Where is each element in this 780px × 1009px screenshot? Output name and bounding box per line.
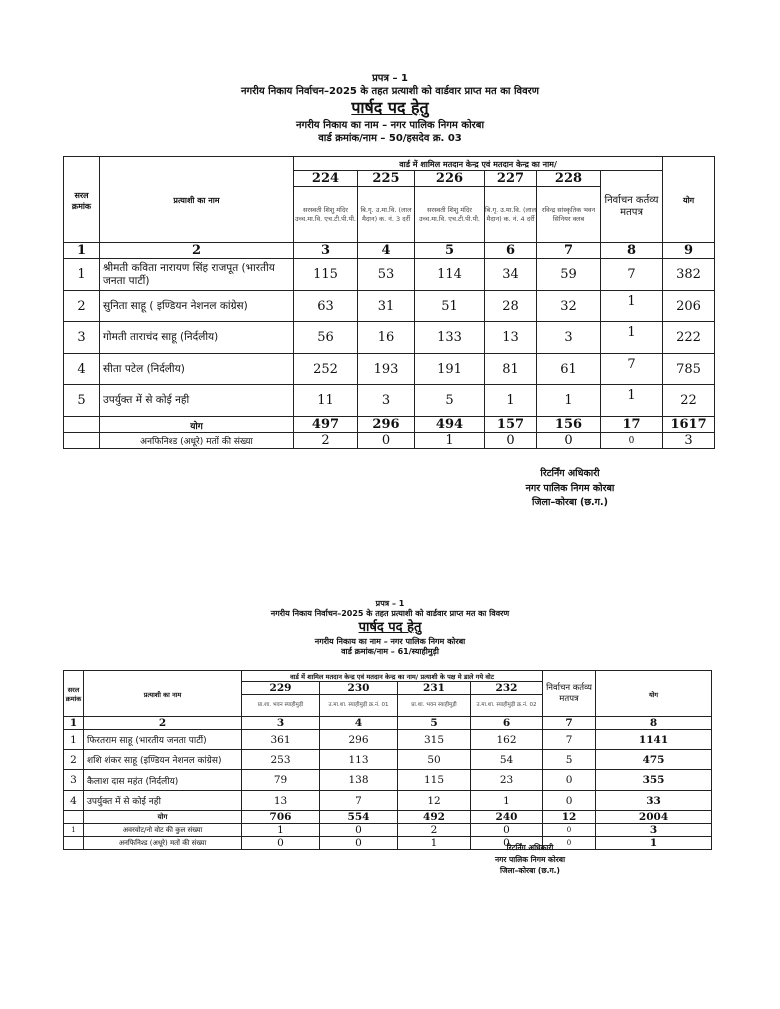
col-postal-header: निर्वाचन कर्तव्य मतपत्र — [543, 671, 596, 717]
total-cell: 22 — [663, 385, 715, 417]
report2-header — [0, 599, 780, 657]
report1-header — [0, 72, 780, 145]
vote-cell: 50 — [398, 750, 471, 770]
col-total-header: योग — [596, 671, 712, 717]
total-vote-cell: 296 — [358, 417, 415, 433]
booth-number: 228 — [537, 171, 601, 187]
col-postal-header: निर्वाचन कर्तव्य मतपत्र — [601, 171, 663, 243]
vote-cell: 32 — [537, 291, 601, 322]
invalid-vote-cell: 0 — [320, 837, 398, 850]
vote-cell: 253 — [242, 750, 320, 770]
signature-org: नगर पालिक निगम कोरबा — [494, 854, 566, 864]
postal-cell: 7 — [601, 354, 663, 385]
vote-cell: 5 — [415, 385, 485, 417]
col-booths-header: वार्ड में शामिल मतदान केन्द्र एवं मतदान केन्द्र का नाम/ — [294, 157, 663, 171]
total-vote-cell: 156 — [537, 417, 601, 433]
vote-cell: 11 — [294, 385, 358, 417]
report2-results-table — [63, 670, 712, 850]
total-cell: 785 — [663, 354, 715, 385]
invalid-vote-cell: 1 — [415, 433, 485, 449]
report1-body-name: नगरीय निकाय का नाम – नगर पालिक निगम कोरबा — [295, 119, 485, 131]
serial-cell: 1 — [64, 824, 84, 837]
col-number: 3 — [242, 717, 320, 730]
report1-subtitle: पार्षद पद हेतु — [351, 98, 429, 117]
col-booths-header: वार्ड में शामिल मतदान केन्द्र एवं मतदान केन्द्र का नाम/ प्रत्याशी के पक्ष मे डाले गये वोट — [242, 671, 543, 682]
booth-name: उ.मा.शा. स्याहीमुड़ी क्र.नं. 02 — [471, 695, 543, 717]
vote-cell: 113 — [320, 750, 398, 770]
grand-total-cell: 2004 — [596, 811, 712, 824]
vote-cell: 12 — [398, 791, 471, 811]
table-row — [64, 770, 712, 791]
booth-number: 226 — [415, 171, 485, 187]
invalid-total-cell: 3 — [663, 433, 715, 449]
extra-vote-cell: 1 — [242, 824, 320, 837]
col-number: 6 — [485, 243, 537, 259]
table-row — [64, 259, 715, 291]
postal-cell: 7 — [543, 730, 596, 750]
col-number: 2 — [84, 717, 242, 730]
booth-name: बि.गृ. उ.मा.वि. (लाल मैदान) क. नं. 3 दर्री — [358, 187, 415, 243]
report2-form-no: प्रपत्र – 1 — [375, 599, 405, 608]
vote-cell: 162 — [471, 730, 543, 750]
booth-name: प्रा.शा. भवन स्याहीमुड़ी — [398, 695, 471, 717]
vote-cell: 54 — [471, 750, 543, 770]
total-cell: 206 — [663, 291, 715, 322]
vote-cell: 81 — [485, 354, 537, 385]
candidate-name: श्रीमती कविता नारायण सिंह राजपूत (भारतीय जनता पार्टी) — [100, 259, 294, 291]
col-number: 2 — [100, 243, 294, 259]
postal-cell: 0 — [543, 770, 596, 791]
report2-signature — [430, 842, 630, 877]
postal-cell: 0 — [543, 791, 596, 811]
booth-name: रविन्द्र सांस्कृतिक भवन सिनियर क्लब — [537, 187, 601, 243]
total-vote-cell: 554 — [320, 811, 398, 824]
report2-subtitle: पार्षद पद हेतु — [358, 619, 422, 635]
invalid-postal-cell: 0 — [543, 837, 596, 850]
signature-title: रिटर्निंग अधिकारी — [540, 468, 600, 479]
serial-cell: 4 — [64, 354, 100, 385]
candidate-name: गोमती ताराचंद साहू (निर्दलीय) — [100, 322, 294, 354]
vote-cell: 252 — [294, 354, 358, 385]
candidate-name: उपर्युक्त में से कोई नही — [100, 385, 294, 417]
col-total-header: योग — [663, 157, 715, 243]
vote-cell: 13 — [485, 322, 537, 354]
vote-cell: 28 — [485, 291, 537, 322]
invalid-vote-cell: 1 — [398, 837, 471, 850]
vote-cell: 115 — [294, 259, 358, 291]
booth-number: 230 — [320, 682, 398, 695]
total-cell: 222 — [663, 322, 715, 354]
booth-number: 229 — [242, 682, 320, 695]
report2-title: नगरीय निकाय निर्वाचन–2025 के तहत प्रत्याशी को वार्डवार प्राप्त मत का विवरण — [270, 609, 510, 619]
serial-cell: 4 — [64, 791, 84, 811]
col-serial-header: सरल क्रमांक — [64, 671, 84, 717]
total-cell: 355 — [596, 770, 712, 791]
total-row-label: योग — [84, 811, 242, 824]
table-row — [64, 385, 715, 417]
candidate-name: शशि शंकर साहू (इण्डियन नेशनल कांग्रेस) — [84, 750, 242, 770]
extra-vote-cell: 0 — [320, 824, 398, 837]
serial-cell: 3 — [64, 322, 100, 354]
postal-cell: 7 — [601, 259, 663, 291]
col-serial-header: सरल क्रमांक — [64, 157, 100, 243]
serial-cell: 3 — [64, 770, 84, 791]
candidate-name: कैलाश दास महंत (निर्दलीय) — [84, 770, 242, 791]
table-row — [64, 750, 712, 770]
table-row — [64, 791, 712, 811]
signature-district: जिला–कोरबा (छ.ग.) — [532, 497, 608, 509]
vote-cell: 61 — [537, 354, 601, 385]
serial-cell: 1 — [64, 730, 84, 750]
serial-cell: 1 — [64, 259, 100, 291]
col-number: 4 — [320, 717, 398, 730]
col-number: 1 — [64, 243, 100, 259]
vote-cell: 3 — [358, 385, 415, 417]
report2-body-name: नगरीय निकाय का नाम – नगर पालिक निगम कोरबा — [314, 636, 466, 646]
col-number: 1 — [64, 717, 84, 730]
invalid-vote-cell: 0 — [485, 433, 537, 449]
vote-cell: 191 — [415, 354, 485, 385]
serial-cell: 2 — [64, 291, 100, 322]
invalid-row-label: अनफिनिश्ड (अधूरे) मतों की संख्या — [100, 433, 294, 449]
total-row — [64, 811, 712, 824]
invalid-vote-cell: 0 — [537, 433, 601, 449]
table-row — [64, 322, 715, 354]
vote-cell: 1 — [471, 791, 543, 811]
col-number: 7 — [543, 717, 596, 730]
total-cell: 382 — [663, 259, 715, 291]
total-vote-cell: 240 — [471, 811, 543, 824]
report1-signature — [470, 467, 670, 511]
report1-form-no: प्रपत्र – 1 — [372, 73, 408, 84]
postal-cell: 5 — [543, 750, 596, 770]
candidate-name: उपर्युक्त में से कोई नही — [84, 791, 242, 811]
vote-cell: 361 — [242, 730, 320, 750]
extra-postal-cell: 0 — [543, 824, 596, 837]
invalid-row-label: अनफिनिश्ड (अधूरे) मतों की संख्या — [84, 837, 242, 850]
vote-cell: 53 — [358, 259, 415, 291]
booth-number: 224 — [294, 171, 358, 187]
grand-total-cell: 1617 — [663, 417, 715, 433]
signature-org: नगर पालिक निगम कोरबा — [525, 482, 615, 494]
report1-ward: वार्ड क्रमांक/नाम – 50/हसदेव क्र. 03 — [318, 132, 462, 144]
postal-cell: 1 — [601, 291, 663, 322]
signature-title: रिटर्निंग अधिकारी — [506, 843, 554, 852]
report1-title: नगरीय निकाय निर्वाचन–2025 के तहत प्रत्याशी को वार्डवार प्राप्त मत का विवरण — [241, 86, 539, 97]
postal-cell: 1 — [601, 322, 663, 354]
invalid-total-cell: 1 — [596, 837, 712, 850]
col-number: 6 — [471, 717, 543, 730]
vote-cell: 34 — [485, 259, 537, 291]
booth-name: प्रा.शा. भवन स्याहीमुड़ी — [242, 695, 320, 717]
col-number: 8 — [596, 717, 712, 730]
invalid-vote-cell: 0 — [242, 837, 320, 850]
vote-cell: 1 — [537, 385, 601, 417]
vote-cell: 315 — [398, 730, 471, 750]
vote-cell: 13 — [242, 791, 320, 811]
total-vote-cell: 706 — [242, 811, 320, 824]
booth-number: 232 — [471, 682, 543, 695]
table-row — [64, 354, 715, 385]
invalid-row — [64, 433, 715, 449]
vote-cell: 79 — [242, 770, 320, 791]
booth-name: बि.गृ. उ.मा.वि. (लाल मैदान) क. नं. 4 दर्री — [485, 187, 537, 243]
vote-cell: 133 — [415, 322, 485, 354]
total-cell: 475 — [596, 750, 712, 770]
col-number: 9 — [663, 243, 715, 259]
vote-cell: 1 — [485, 385, 537, 417]
vote-cell: 56 — [294, 322, 358, 354]
vote-cell: 296 — [320, 730, 398, 750]
booth-number: 231 — [398, 682, 471, 695]
vote-cell: 16 — [358, 322, 415, 354]
total-vote-cell: 497 — [294, 417, 358, 433]
vote-cell: 59 — [537, 259, 601, 291]
extra-row-label: अवरवोट/नो वोट की कुल संख्या — [84, 824, 242, 837]
booth-name: सरस्वती शिशु मंदिर उच्च.मा.वि. एच.टी.पी.पी. — [294, 187, 358, 243]
invalid-vote-cell: 0 — [471, 837, 543, 850]
vote-cell: 115 — [398, 770, 471, 791]
table-row — [64, 291, 715, 322]
total-row — [64, 417, 715, 433]
col-number: 5 — [398, 717, 471, 730]
extra-vote-cell: 0 — [471, 824, 543, 837]
candidate-name: सीता पटेल (निर्दलीय) — [100, 354, 294, 385]
vote-cell: 31 — [358, 291, 415, 322]
report2-ward: वार्ड क्रमांक/नाम – 61/स्याहीमुड़ी — [341, 647, 439, 657]
col-candidate-header: प्रत्याशी का नाम — [100, 157, 294, 243]
vote-cell: 7 — [320, 791, 398, 811]
total-row-label: योग — [100, 417, 294, 433]
vote-cell: 138 — [320, 770, 398, 791]
total-vote-cell: 492 — [398, 811, 471, 824]
col-number: 8 — [601, 243, 663, 259]
vote-cell: 63 — [294, 291, 358, 322]
extra-row — [64, 824, 712, 837]
postal-cell: 1 — [601, 385, 663, 417]
vote-cell: 51 — [415, 291, 485, 322]
vote-cell: 114 — [415, 259, 485, 291]
vote-cell: 193 — [358, 354, 415, 385]
booth-number: 225 — [358, 171, 415, 187]
extra-vote-cell: 2 — [398, 824, 471, 837]
extra-total-cell: 3 — [596, 824, 712, 837]
col-number: 5 — [415, 243, 485, 259]
invalid-vote-cell: 0 — [358, 433, 415, 449]
candidate-name: सुनिता साहू ( इण्डियन नेशनल कांग्रेस) — [100, 291, 294, 322]
serial-cell: 5 — [64, 385, 100, 417]
vote-cell: 23 — [471, 770, 543, 791]
col-number: 7 — [537, 243, 601, 259]
report1-results-table — [63, 156, 715, 449]
booth-name: उ.मा.शा. स्याहीमुड़ी क्र.नं. 01 — [320, 695, 398, 717]
total-vote-cell: 494 — [415, 417, 485, 433]
total-cell: 1141 — [596, 730, 712, 750]
total-postal-cell: 17 — [601, 417, 663, 433]
serial-cell: 2 — [64, 750, 84, 770]
vote-cell: 3 — [537, 322, 601, 354]
col-number: 4 — [358, 243, 415, 259]
signature-district: जिला–कोरबा (छ.ग.) — [500, 866, 560, 876]
booth-name: सरस्वती शिशु मंदिर उच्च.मा.वि. एच.टी.पी.पी. — [415, 187, 485, 243]
col-candidate-header: प्रत्याशी का नाम — [84, 671, 242, 717]
total-vote-cell: 157 — [485, 417, 537, 433]
invalid-postal-cell: 0 — [601, 433, 663, 449]
total-cell: 33 — [596, 791, 712, 811]
booth-number: 227 — [485, 171, 537, 187]
table-row — [64, 730, 712, 750]
col-number: 3 — [294, 243, 358, 259]
invalid-vote-cell: 2 — [294, 433, 358, 449]
total-postal-cell: 12 — [543, 811, 596, 824]
candidate-name: फिरतराम साहू (भारतीय जनता पार्टी) — [84, 730, 242, 750]
